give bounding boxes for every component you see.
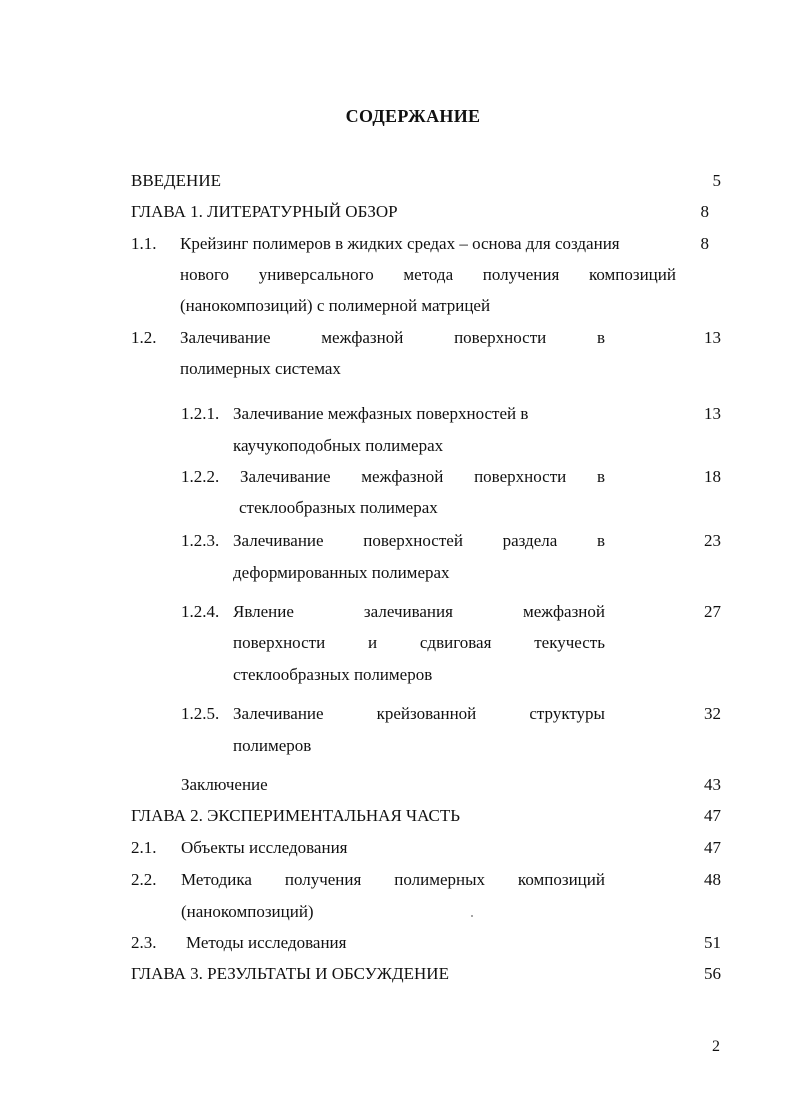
toc-entry-title: ГЛАВА 1. ЛИТЕРАТУРНЫЙ ОБЗОР xyxy=(131,202,398,221)
toc-section-number: 1.1. xyxy=(131,234,157,253)
toc-entry-line: каучукоподобных полимерах xyxy=(233,436,444,455)
toc-page-number: 18 xyxy=(704,467,721,486)
toc-entry-line: Методика получения полимерных композиций xyxy=(181,870,605,889)
toc-entry-line: Залечивание поверхностей раздела в xyxy=(233,531,605,550)
toc-entry-line: Крейзинг полимеров в жидких средах – основа для создания xyxy=(180,234,620,253)
toc-page-number: 8 xyxy=(700,234,709,253)
toc-entry-line: (нанокомпозиций) с полимерной матрицей xyxy=(180,296,491,315)
toc-section-number: 1.2.4. xyxy=(181,602,220,621)
toc-page-number: 32 xyxy=(704,704,721,723)
toc-section-number: 2.2. xyxy=(131,870,157,889)
toc-entry-title: ВВЕДЕНИЕ xyxy=(131,171,221,190)
toc-entry-title: ГЛАВА 2. ЭКСПЕРИМЕНТАЛЬНАЯ ЧАСТЬ xyxy=(131,806,461,825)
toc-section-number: 1.2.2. xyxy=(181,467,220,486)
toc-page-number: 51 xyxy=(704,933,721,952)
toc-entry-line: Явление залечивания межфазной xyxy=(233,602,605,621)
toc-entry-line: Залечивание крейзованной структуры xyxy=(233,704,605,723)
toc-entry-line: Залечивание межфазной поверхности в xyxy=(180,328,605,347)
toc-entry-title: Заключение xyxy=(181,775,268,794)
toc-section-number: 1.2.3. xyxy=(181,531,220,550)
toc-entry-line: Объекты исследования xyxy=(181,838,348,857)
toc-entry-line: стеклообразных полимерах xyxy=(239,498,438,517)
toc-entry-line: стеклообразных полимеров xyxy=(233,665,433,684)
toc-section-number: 1.2.5. xyxy=(181,704,220,723)
toc-entry-line: деформированных полимерах xyxy=(233,563,450,582)
scan-speck xyxy=(471,915,473,917)
toc-section-number: 2.3. xyxy=(131,933,157,952)
toc-entry-line: полимерных системах xyxy=(180,359,341,378)
toc-section-number: 1.2.1. xyxy=(181,404,220,423)
toc-entry-line: полимеров xyxy=(233,736,312,755)
toc-entry-line: Методы исследования xyxy=(186,933,347,952)
toc-page-number: 8 xyxy=(700,202,709,221)
toc-page-number: 43 xyxy=(704,775,721,794)
toc-section-number: 1.2. xyxy=(131,328,157,347)
toc-page-number: 5 xyxy=(712,171,721,190)
toc-section-number: 2.1. xyxy=(131,838,157,857)
page-number: 2 xyxy=(712,1038,720,1055)
toc-page-number: 47 xyxy=(704,806,721,825)
toc-entry-title: ГЛАВА 3. РЕЗУЛЬТАТЫ И ОБСУЖДЕНИЕ xyxy=(131,964,449,983)
toc-entry-line: нового универсального метода получения композиций xyxy=(180,265,676,284)
toc-page-number: 48 xyxy=(704,870,721,889)
toc-page-number: 13 xyxy=(704,404,721,423)
toc-entry-line: поверхности и сдвиговая текучесть xyxy=(233,633,605,652)
toc-page-number: 13 xyxy=(704,328,721,347)
toc-entry-line: Залечивание межфазной поверхности в xyxy=(240,467,605,486)
page-title: СОДЕРЖАНИЕ xyxy=(345,106,481,126)
toc-page-number: 23 xyxy=(704,531,721,550)
toc-page-number: 47 xyxy=(704,838,721,857)
toc-entry-line: Залечивание межфазных поверхностей в xyxy=(233,404,529,423)
toc-page-number: 27 xyxy=(704,602,721,621)
toc-entry-line: (нанокомпозиций) xyxy=(181,902,314,921)
toc-page-number: 56 xyxy=(704,964,721,983)
